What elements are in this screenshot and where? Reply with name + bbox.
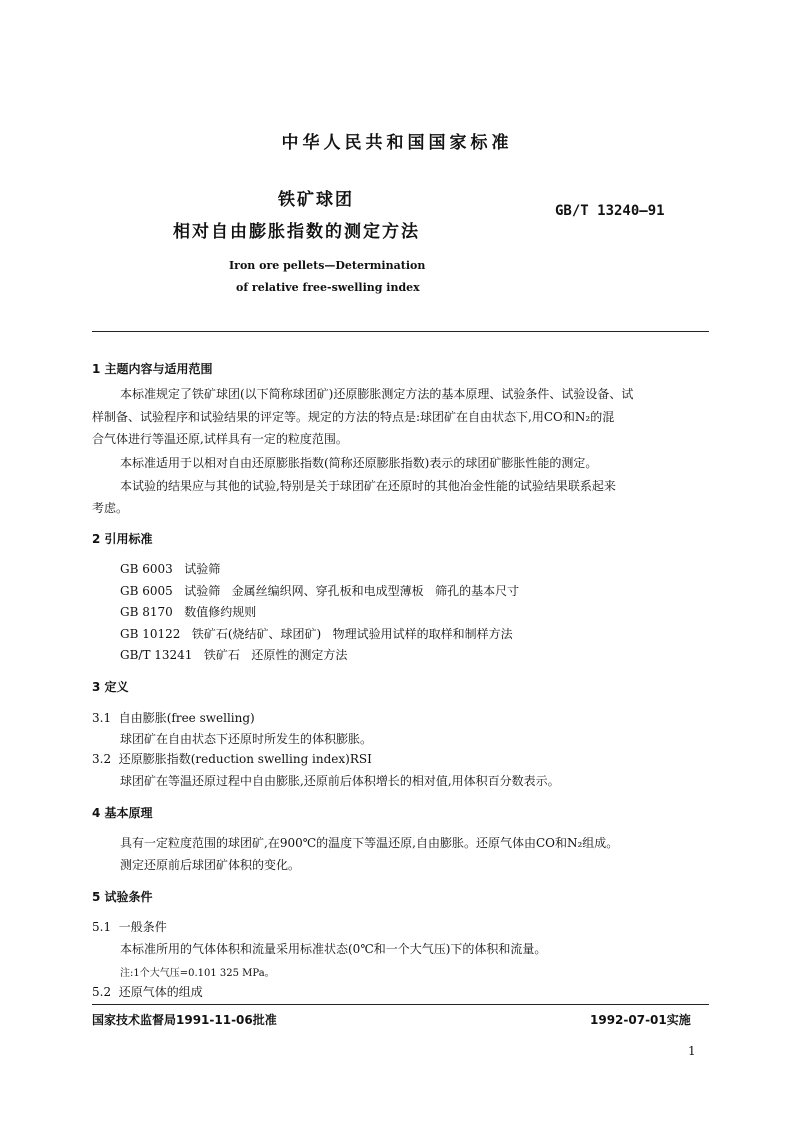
standard-number: GB/T 13240—91 [555, 203, 665, 219]
subsection-5-2-title: 5.2 还原气体的组成 [92, 985, 203, 999]
page-number: 1 [688, 1044, 696, 1058]
definition-3-2-text: 球团矿在等温还原过程中自由膨胀,还原前后体积增长的相对值,用体积百分数表示。 [120, 774, 560, 788]
effective-date: 1992-07-01实施 [590, 1013, 691, 1027]
subsection-5-1-text: 本标准所用的气体体积和流量采用标准状态(0℃和一个大气压)下的体积和流量。 [120, 942, 547, 956]
note-atmosphere: 注:1个大气压=0.101 325 MPa。 [120, 968, 275, 979]
definition-3-1-title: 3.1 自由膨胀(free swelling) [92, 711, 255, 725]
section-5-heading: 5 试验条件 [92, 890, 153, 904]
header-divider [92, 331, 709, 332]
s1-paragraph-2: 本标准适用于以相对自由还原膨胀指数(简称还原膨胀指数)表示的球团矿膨胀性能的测定。 [120, 456, 598, 470]
reference-gb6003: GB 6003 试验筛 [120, 562, 221, 576]
reference-gbt13241: GB/T 13241 铁矿石 还原性的测定方法 [120, 648, 348, 662]
s1-paragraph-3-line-2: 考虑。 [92, 501, 129, 515]
section-2-heading: 2 引用标准 [92, 532, 153, 546]
section-3-heading: 3 定义 [92, 680, 129, 694]
footer-divider [92, 1004, 709, 1005]
title-line-1: 铁矿球团 [278, 190, 354, 210]
definition-3-2-title: 3.2 还原膨胀指数(reduction swelling index)RSI [92, 752, 372, 766]
approval-date: 国家技术监督局1991-11-06批准 [92, 1013, 277, 1027]
subsection-5-1-title: 5.1 一般条件 [92, 920, 167, 934]
section-4-heading: 4 基本原理 [92, 806, 153, 820]
reference-gb8170: GB 8170 数值修约规则 [120, 605, 257, 619]
english-title-line-2: of relative free-swelling index [236, 281, 420, 294]
s1-paragraph-1-line-3: 合气体进行等温还原,试样具有一定的粒度范围。 [92, 432, 348, 446]
reference-gb10122: GB 10122 铁矿石(烧结矿、球团矿) 物理试验用试样的取样和制样方法 [120, 627, 513, 641]
section-1-heading: 1 主题内容与适用范围 [92, 362, 213, 376]
s1-paragraph-1-line-1: 本标准规定了铁矿球团(以下简称球团矿)还原膨胀测定方法的基本原理、试验条件、试验设备、试 [120, 387, 634, 401]
s4-line-2: 测定还原前后球团矿体积的变化。 [120, 858, 301, 872]
s1-paragraph-1-line-2: 样制备、试验程序和试验结果的评定等。规定的方法的特点是:球团矿在自由状态下,用CO和N₂的混 [92, 410, 615, 424]
definition-3-1-text: 球团矿在自由状态下还原时所发生的体积膨胀。 [120, 732, 373, 746]
s4-line-1: 具有一定粒度范围的球团矿,在900℃的温度下等温还原,自由膨胀。还原气体由CO和N₂组成。 [120, 836, 619, 850]
reference-gb6005: GB 6005 试验筛 金属丝编织网、穿孔板和电成型薄板 筛孔的基本尺寸 [120, 584, 520, 598]
english-title-line-1: Iron ore pellets—Determination [229, 259, 426, 272]
title-line-2: 相对自由膨胀指数的测定方法 [173, 222, 420, 242]
national-standard-label: 中华人民共和国国家标准 [281, 133, 513, 153]
s1-paragraph-3-line-1: 本试验的结果应与其他的试验,特别是关于球团矿在还原时的其他冶金性能的试验结果联系起来 [120, 479, 616, 493]
